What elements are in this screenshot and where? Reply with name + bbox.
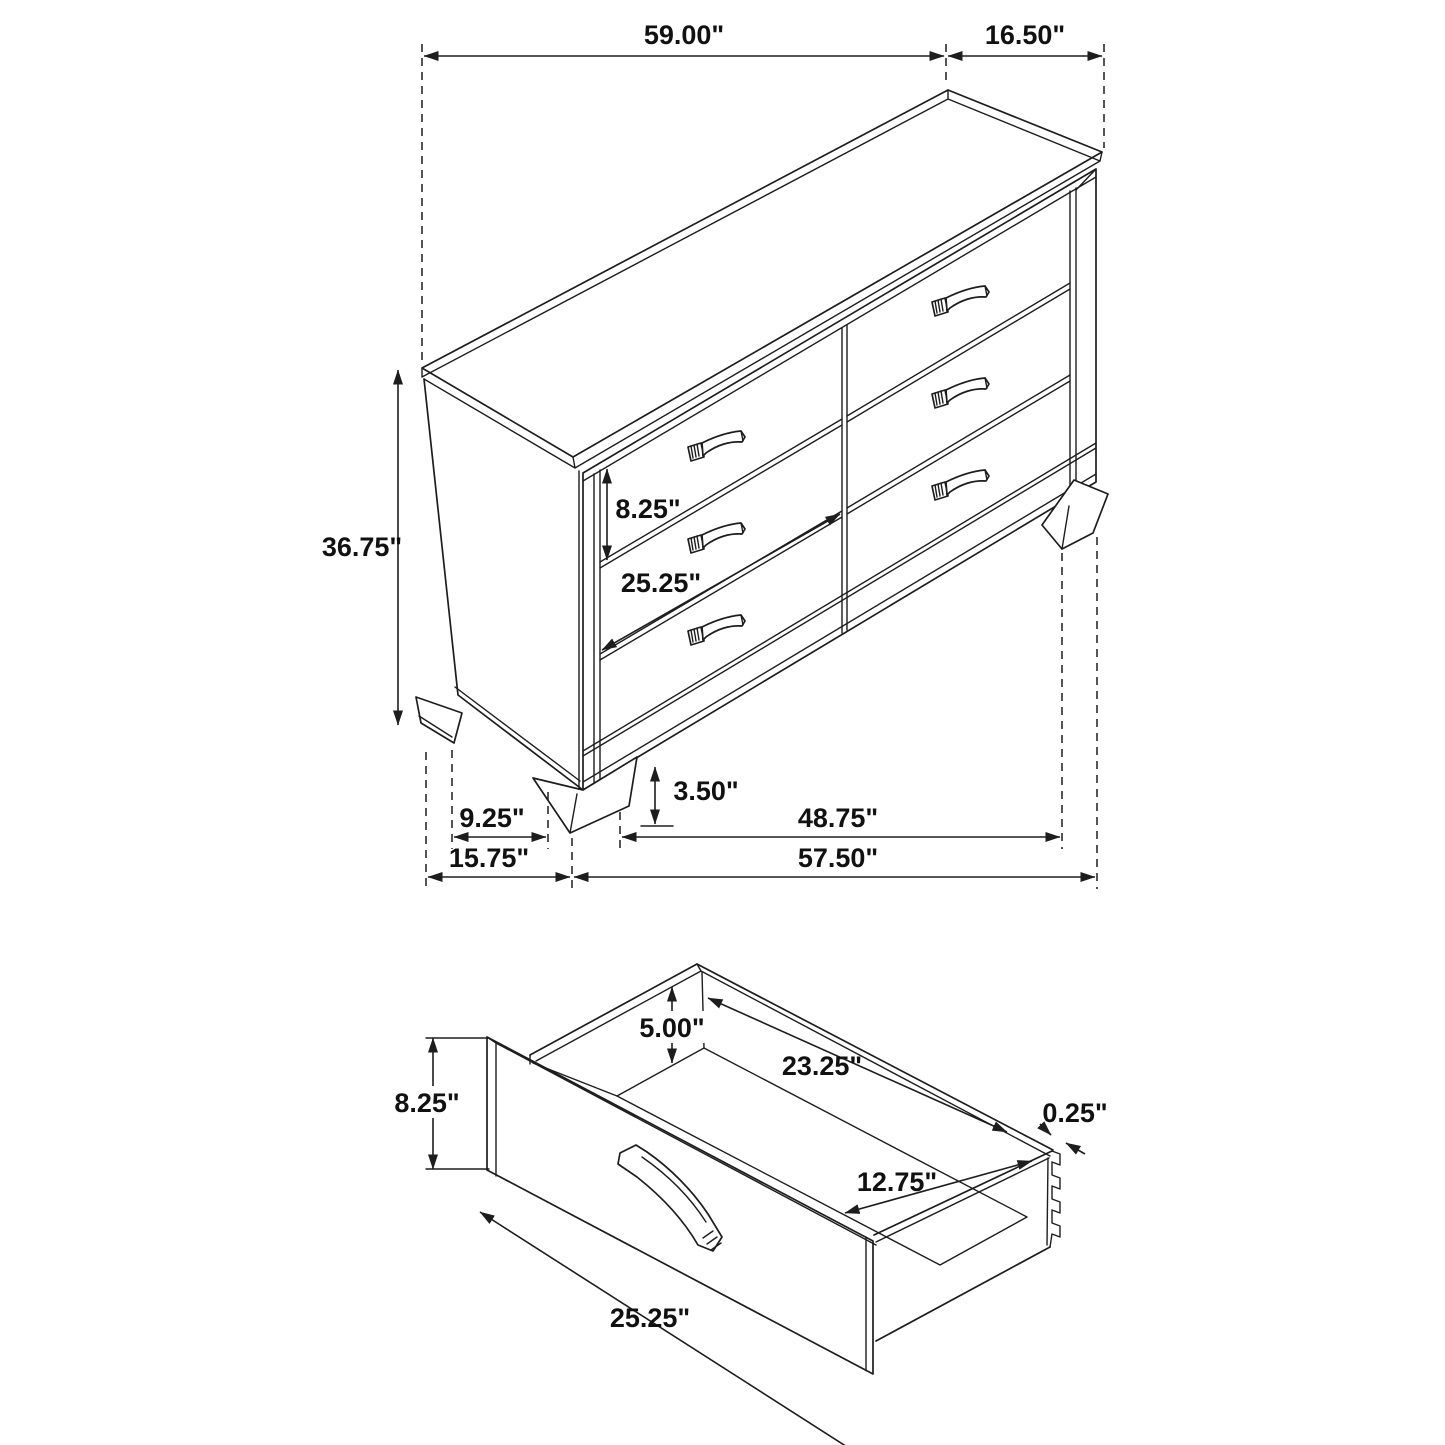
dim-label-drawer-height: 8.25" bbox=[615, 494, 681, 524]
dim-inner-length bbox=[708, 998, 1007, 1132]
drawer-handle bbox=[932, 470, 989, 500]
dim-foot-height bbox=[641, 767, 739, 826]
drawer-walls bbox=[530, 964, 1060, 1341]
dovetail-joint bbox=[1050, 1151, 1060, 1247]
dim-label-foot-inset: 9.25" bbox=[459, 803, 525, 833]
center-stile bbox=[842, 325, 847, 633]
drawer-handle bbox=[932, 286, 989, 316]
dim-label-drawer-width: 25.25" bbox=[620, 568, 702, 598]
dim-label-inner-width: 12.75" bbox=[856, 1167, 938, 1197]
dim-label-foot-height: 3.50" bbox=[673, 776, 739, 806]
dim-label-base-width: 57.50" bbox=[797, 843, 879, 873]
dim-foot-inset bbox=[454, 803, 546, 837]
dim-feet-span bbox=[622, 803, 1060, 837]
dresser-feet bbox=[416, 480, 1108, 833]
dim-overall-depth bbox=[948, 20, 1102, 56]
drawer-handle bbox=[688, 431, 745, 461]
dim-wall-thickness bbox=[1040, 1098, 1108, 1154]
dim-label-feet-span: 48.75" bbox=[797, 803, 879, 833]
dim-label-base-depth: 15.75" bbox=[448, 843, 530, 873]
dim-label-inner-length: 23.25" bbox=[781, 1051, 863, 1081]
dim-label-front-width: 25.25" bbox=[609, 1303, 691, 1333]
dim-label-width: 59.00" bbox=[643, 20, 725, 50]
drawer-handle bbox=[932, 378, 989, 408]
dim-label-inner-height: 5.00" bbox=[639, 1013, 705, 1043]
drawer-diagram bbox=[389, 964, 1108, 1445]
dim-label-height: 36.75" bbox=[321, 532, 403, 562]
dim-front-height bbox=[389, 1038, 489, 1169]
dresser-top-face bbox=[422, 90, 1102, 468]
dim-front-width bbox=[480, 1212, 866, 1445]
drawer-pull-handle bbox=[618, 1145, 722, 1251]
dresser-front-face bbox=[583, 169, 1096, 790]
dim-label-depth: 16.50" bbox=[984, 20, 1066, 50]
dim-overall-width bbox=[424, 20, 944, 56]
dresser-diagram bbox=[322, 20, 1108, 889]
dim-label-wall-thickness: 0.25" bbox=[1042, 1098, 1108, 1128]
drawer-handle bbox=[688, 523, 745, 553]
dim-drawer-height bbox=[607, 469, 681, 560]
dim-label-front-height: 8.25" bbox=[394, 1088, 460, 1118]
drawer-handle bbox=[688, 615, 745, 645]
dim-overall-height bbox=[322, 370, 402, 725]
dim-base-width bbox=[574, 843, 1095, 877]
